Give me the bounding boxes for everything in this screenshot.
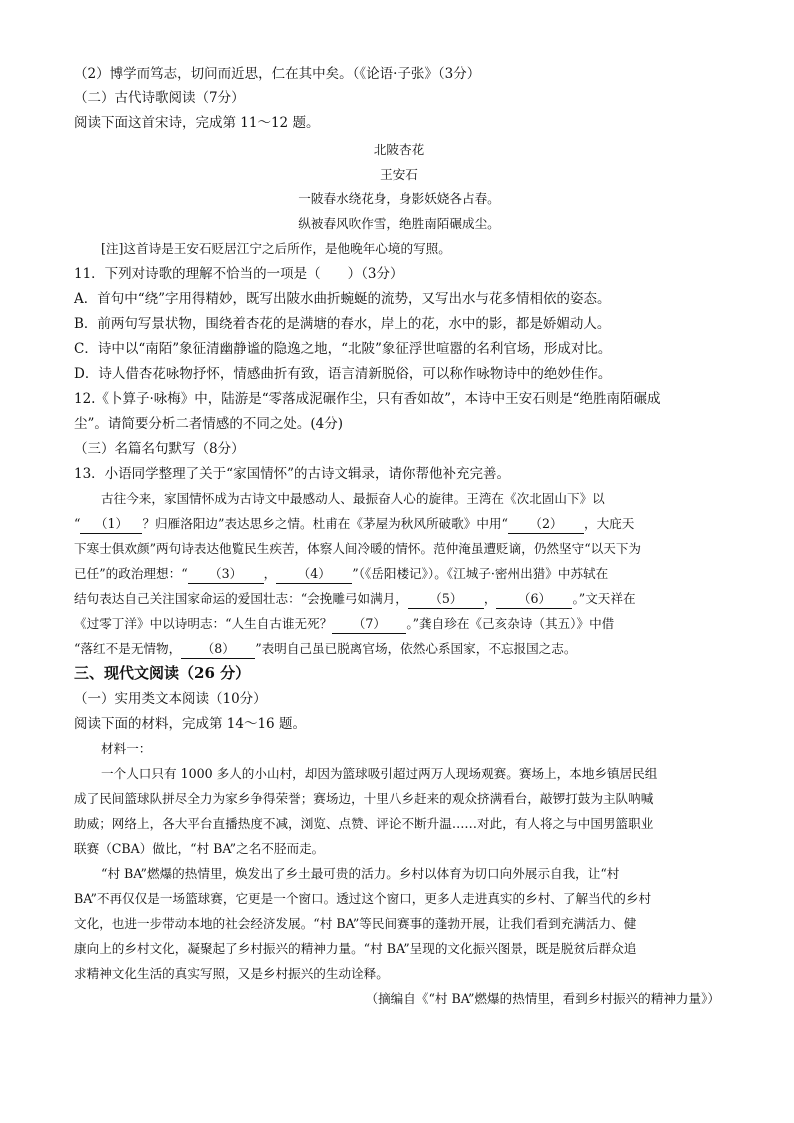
material-1-p2-line-3: 文化，也进一步带动本地的社会经济发展。“村 BA”等民间赛事的蓬勃开展，让我们看到充满活力、健: [74, 916, 637, 931]
blank-8[interactable]: （8）: [181, 640, 255, 659]
question-11-option-a: A．首句中“绕”字用得精妙，既写出陂水曲折蜿蜒的流势，又写出水与花多情相依的姿态。: [74, 291, 611, 307]
material-source: （摘编自《“村 BA”燃爆的热情里，看到乡村振兴的精神力量》）: [365, 991, 720, 1006]
material-1-label: 材料一：: [101, 741, 152, 756]
q13-passage-line-6: 《过零丁洋》中以诗明志：“人生自古谁无死？ （7） 。”龚自珍在《己亥杂诗（其五）》中借: [74, 615, 724, 634]
section-heading-poetry: （二）古代诗歌阅读（7分）: [74, 90, 245, 106]
question-12-line-1: 12.《卜算子·咏梅》中，陆游是“零落成泥碾作尘，只有香如故”，本诗中王安石则是“绝胜南陌碾成: [74, 391, 661, 407]
poem-line-2: 纵被春风吹作雪，绝胜南陌碾成尘。: [298, 216, 500, 231]
material-1-p1-line-2: 成了民间篮球队拼尽全力为家乡争得荣誉；赛场边，十里八乡赶来的观众挤满看台，敲锣打鼓为主队呐喊: [74, 791, 654, 806]
blank-6[interactable]: （6）: [496, 590, 572, 609]
question-11-option-b: B．前两句写景状物，围绕着杏花的是满塘的春水，岸上的花，水中的影，都是娇媚动人。: [74, 316, 611, 332]
section-heading-recitation: （三）名篇名句默写（8分）: [74, 441, 245, 457]
question-11-option-d: D．诗人借杏花咏物抒怀，情感曲折有致，语言清新脱俗，可以称作咏物诗中的绝妙佳作。: [74, 366, 612, 382]
blank-5[interactable]: （5）: [408, 590, 484, 609]
q13-passage-line-1: 古往今来，家国情怀成为古诗文中最感动人、最振奋人心的旋律。王湾在《次北固山下》以: [101, 491, 605, 506]
q13-passage-line-2: “ （1） ？归雁洛阳边”表达思乡之情。杜甫在《茅屋为秋风所破歌》中用“ （2） ，大庇天: [74, 515, 724, 534]
poem-author: 王安石: [380, 167, 418, 182]
part-3-intro: 阅读下面的材料，完成第 14～16 题。: [74, 716, 306, 732]
part-3-subheading: （一）实用类文本阅读（10分）: [74, 691, 267, 707]
q13-passage-line-3: 下寒士俱欢颜”两句诗表达他覧民生疾苦，体察人间冷暖的情怀。范仲淹虽遭贬谪，仍然坚守“以天下为: [74, 541, 642, 556]
poem-line-1: 一陂春水绕花身，身影妖娆各占春。: [298, 191, 500, 206]
part-3-heading: 三、现代文阅读（26 分）: [74, 664, 251, 682]
poem-note: [注]这首诗是王安石贬居江宁之后所作，是他晚年心境的写照。: [101, 241, 451, 256]
blank-3[interactable]: （3）: [188, 565, 264, 584]
question-13-stem: 13．小语同学整理了关于“家国情怀”的古诗文辑录，请你帮他补充完善。: [74, 466, 510, 482]
blank-1[interactable]: （1）: [80, 515, 142, 534]
section-intro-poetry: 阅读下面这首宋诗，完成第 11～12 题。: [74, 115, 320, 131]
question-11-option-c: C．诗中以“南陌”象征清幽静谧的隐逸之地，“北陂”象征浮世喧嚣的名利官场，形成对比。: [74, 341, 612, 357]
material-1-p1-line-4: 联赛（CBA）做比，“村 BA”之名不胫而走。: [74, 841, 325, 856]
q13-passage-line-4: 已任”的政治理想：“ （3） ， （4） ”（《岳阳楼记》）。《江城子·密州出猎》中苏轼在: [74, 565, 724, 584]
question-12-line-2: 尘”。请简要分析二者情感的不同之处。(4分): [74, 416, 344, 432]
material-1-p1-line-1: 一个人口只有 1000 多人的小山村，却因为篮球吸引超过两万人现场观赛。赛场上，本地乡镇居民组: [101, 766, 658, 781]
poem-title: 北陂杏花: [373, 142, 425, 157]
question-11-stem: 11．下列对诗歌的理解不恰当的一项是（ ）（3分）: [74, 266, 404, 282]
material-1-p1-line-3: 助威；网络上，各大平台直播热度不减，浏览、点赞、评论不断升温……对此，有人将之与中国男篮职业: [74, 816, 654, 831]
q13-passage-line-7: “落红不是无情物， （8） ”表明自己虽已脱离官场，依然心系国家，不忘报国之志。: [74, 640, 724, 659]
material-1-p2-line-5: 求精神文化生活的真实写照，又是乡村振兴的生动诠释。: [74, 966, 389, 981]
blank-7[interactable]: （7）: [332, 615, 406, 634]
q13-passage-line-5: 结句表达自己关注国家命运的爱国壮志：“会挽雕弓如满月， （5） ， （6） 。”文天祥在: [74, 590, 724, 609]
blank-2[interactable]: （2）: [508, 515, 584, 534]
question-10-2: （2）博学而笃志，切问而近思，仁在其中矣。（《论语·子张》（3分）: [74, 66, 481, 82]
material-1-p2-line-2: BA”不再仅仅是一场篮球赛，它更是一个窗口。透过这个窗口，更多人走进真实的乡村、了解当代的乡村: [74, 891, 652, 906]
blank-4[interactable]: （4）: [276, 565, 352, 584]
material-1-p2-line-4: 康向上的乡村文化，凝聚起了乡村振兴的精神力量。“村 BA”呈现的文化振兴图景，既是脱贫后群众追: [74, 941, 637, 956]
material-1-p2-line-1: “村 BA”燃爆的热情里，焕发出了乡土最可贵的活力。乡村以体育为切口向外展示自我，让“村: [101, 866, 620, 881]
